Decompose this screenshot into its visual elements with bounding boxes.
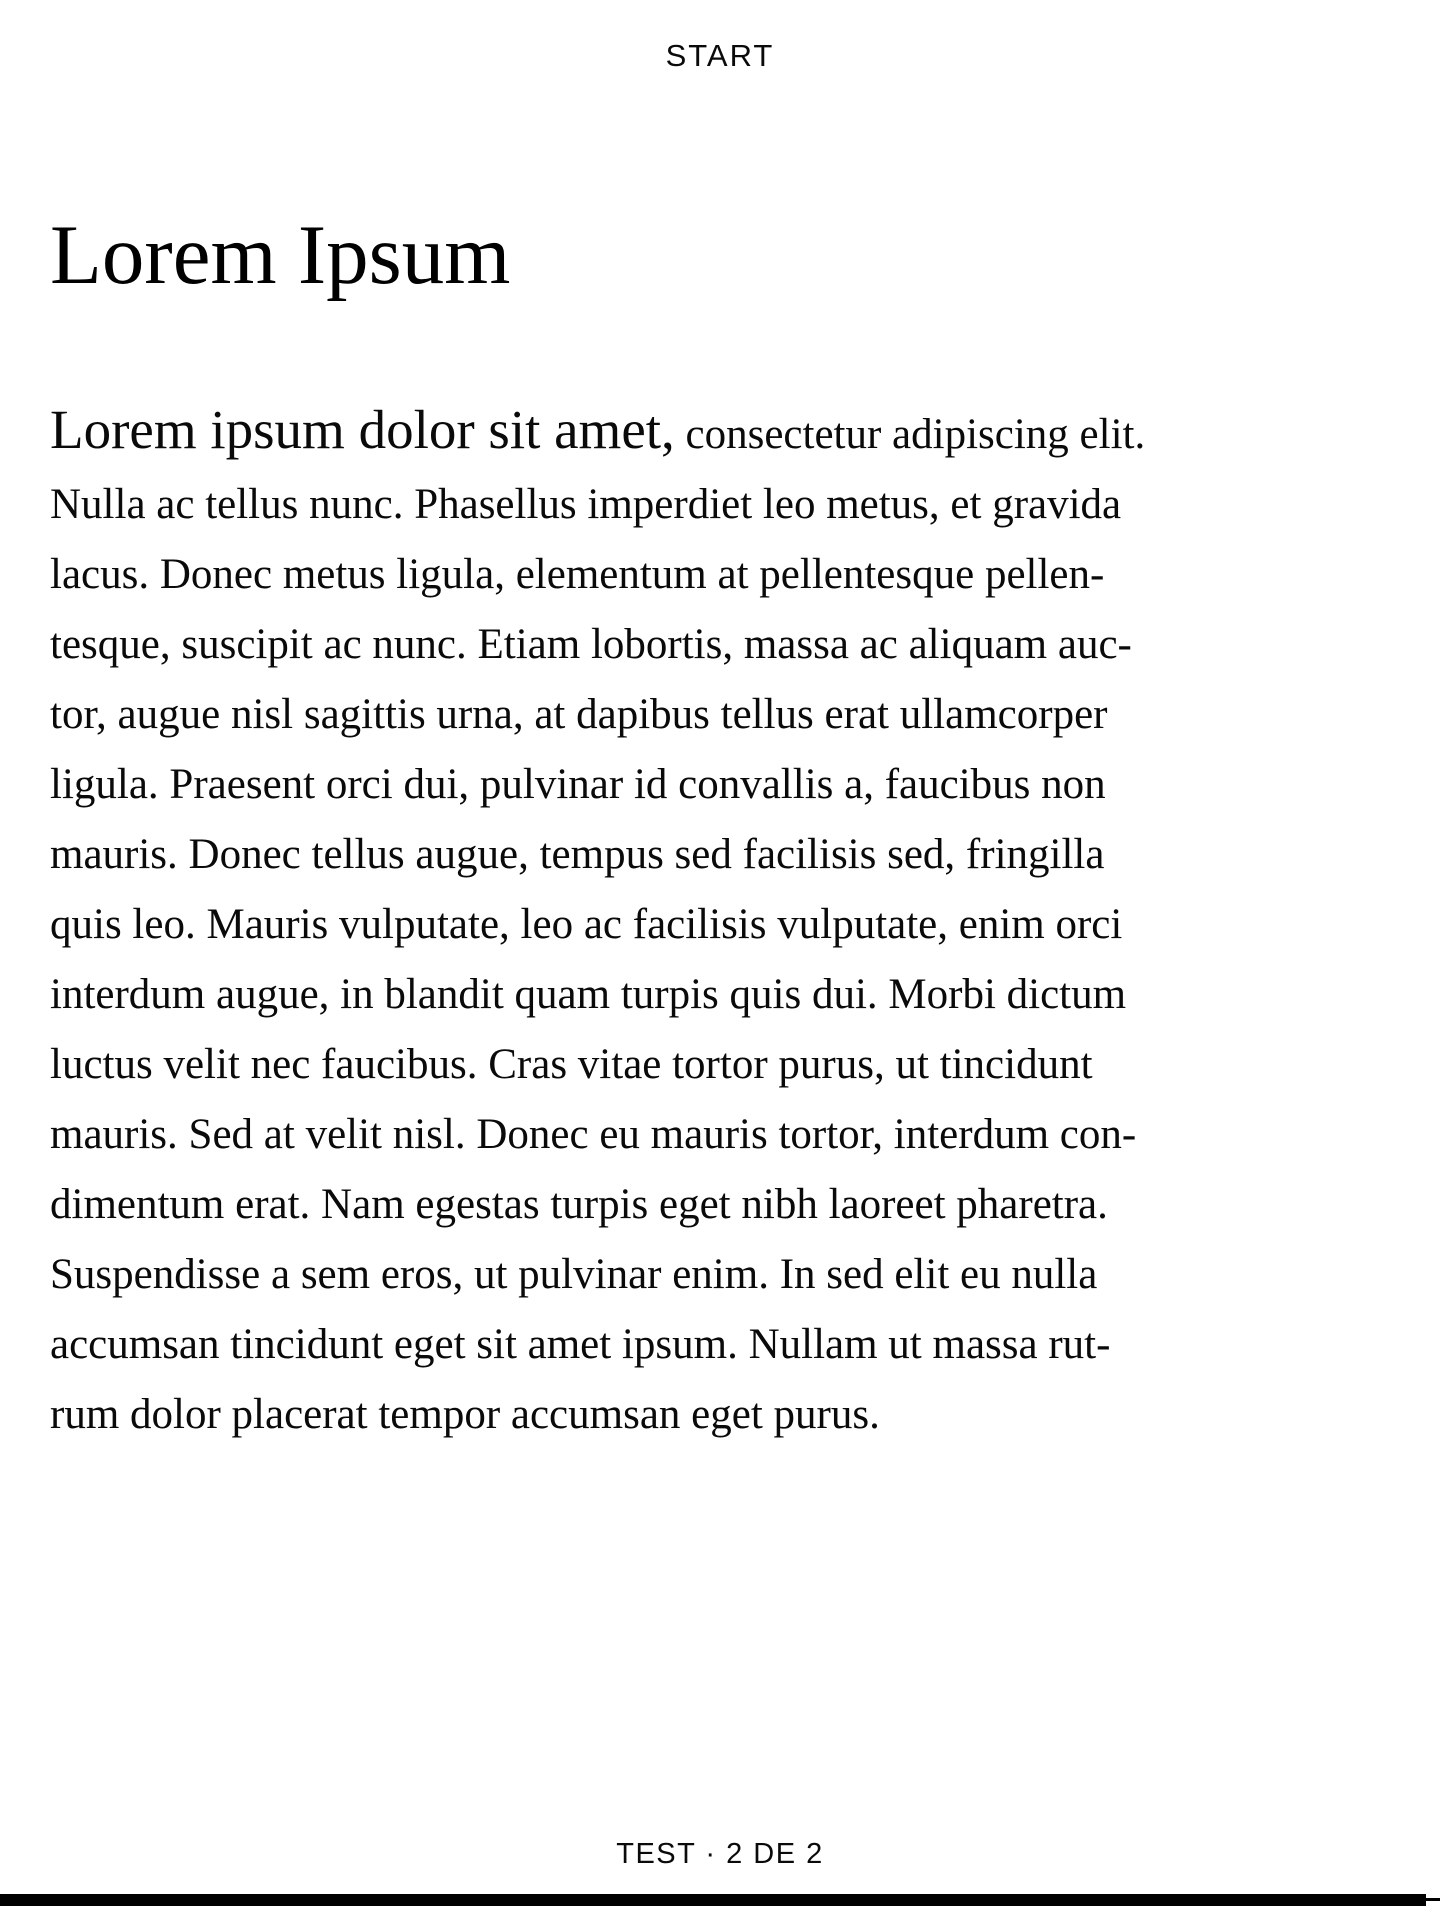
body-line: ligula. Praesent orci dui, pulvinar id convallis a, faucibus non bbox=[50, 761, 1106, 808]
body-line: tor, augue nisl sagittis urna, at dapibus tellus erat ullamcorper bbox=[50, 691, 1108, 738]
body-line: Nulla ac tellus nunc. Phasellus imperdiet leo metus, et gravida bbox=[50, 481, 1122, 528]
body-line: accumsan tincidunt eget sit amet ipsum. Nullam ut massa rut- bbox=[50, 1321, 1111, 1368]
body-line: lacus. Donec metus ligula, elementum at pellentesque pellen- bbox=[50, 551, 1105, 598]
lead-in-text: Lorem ipsum dolor sit amet, bbox=[50, 399, 675, 460]
body-text bbox=[50, 395, 1390, 1450]
lead-rest-text: consectetur adipiscing elit. bbox=[674, 411, 1146, 458]
body-line-first bbox=[50, 395, 1390, 470]
body-line: Suspendisse a sem eros, ut pulvinar enim. In sed elit eu nulla bbox=[50, 1251, 1098, 1298]
body-line: luctus velit nec faucibus. Cras vitae tortor purus, ut tincidunt bbox=[50, 1041, 1093, 1088]
body-line: mauris. Donec tellus augue, tempus sed facilisis sed, fringilla bbox=[50, 831, 1105, 878]
body-line: mauris. Sed at velit nisl. Donec eu mauris tortor, interdum con- bbox=[50, 1111, 1137, 1158]
body-line: tesque, suscipit ac nunc. Etiam lobortis, massa ac aliquam auc- bbox=[50, 621, 1132, 668]
body-line: rum dolor placerat tempor accumsan eget purus. bbox=[50, 1391, 880, 1438]
reading-progress-fill bbox=[0, 1894, 1426, 1906]
body-line: quis leo. Mauris vulputate, leo ac facilisis vulputate, enim orci bbox=[50, 901, 1123, 948]
page-title: Lorem Ipsum bbox=[50, 208, 511, 302]
body-line: dimentum erat. Nam egestas turpis eget nibh laoreet pharetra. bbox=[50, 1181, 1108, 1228]
chapter-header: START bbox=[665, 38, 775, 73]
body-line: interdum augue, in blandit quam turpis quis dui. Morbi dictum bbox=[50, 971, 1127, 1018]
reading-progress bbox=[0, 1894, 1440, 1906]
page-indicator: TEST · 2 DE 2 bbox=[616, 1838, 824, 1870]
